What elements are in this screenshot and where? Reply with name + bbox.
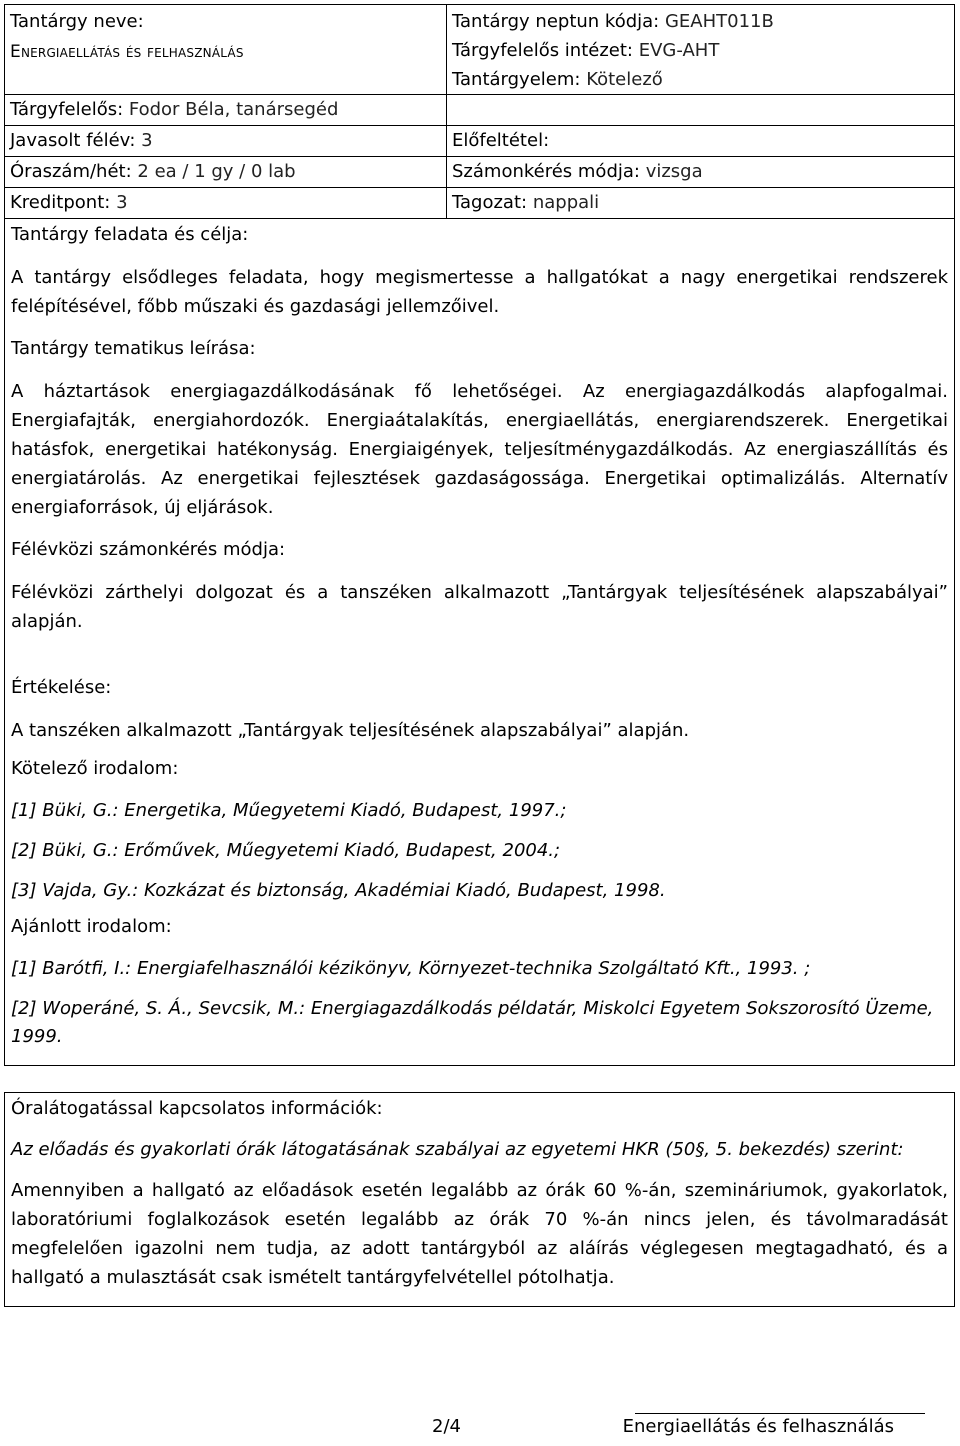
ref-title: : Energiagazdálkodás példatár, Miskolci Egyetem Sokszorosító Üzeme, 1999. bbox=[11, 998, 934, 1047]
hours-cell bbox=[5, 156, 447, 187]
ref-author: [1] Büki, G. bbox=[11, 800, 113, 821]
recommended-lit-item bbox=[11, 995, 948, 1051]
required-lit-item bbox=[11, 877, 948, 905]
attendance-title: Óralátogatással kapcsolatos információk: bbox=[11, 1098, 383, 1119]
attendance-intro: Az előadás és gyakorlati órák látogatásának szabályai az egyetemi HKR (50§, 5. bekezdés) szerint: bbox=[11, 1139, 904, 1160]
empty-cell bbox=[447, 94, 954, 125]
responsible-label: Tárgyfelelős: bbox=[10, 99, 124, 120]
midterm-text: Félévközi zárthelyi dolgozat és a tanszéken alkalmazott „Tantárgyak teljesítésének alapszabályai” alapján. bbox=[11, 582, 948, 632]
ref-title: : Erőművek, Műegyetemi Kiadó, Budapest, 2004.; bbox=[112, 840, 561, 861]
neptun-value: GEAHT011B bbox=[664, 11, 774, 32]
recommended-lit-item bbox=[11, 955, 948, 983]
credit-cell bbox=[5, 187, 447, 218]
goal-text: A tantárgy elsődleges feladata, hogy megismertesse a hallgatókat a nagy energetikai rendszerek felépítésével, főbb műszaki és gazdasági jellemzőivel. bbox=[11, 267, 948, 317]
institute-value: EVG-AHT bbox=[638, 40, 720, 61]
evaluation-title: Értékelése: bbox=[11, 677, 112, 698]
ref-author: [2] Büki, G. bbox=[11, 840, 113, 861]
institute-label: Tárgyfelelős intézet: bbox=[452, 40, 633, 61]
semester-label: Javasolt félév: bbox=[10, 130, 136, 151]
responsible-cell bbox=[5, 94, 447, 125]
mode-label: Tagozat: bbox=[452, 192, 528, 213]
goal-section bbox=[4, 219, 955, 1066]
course-info-grid bbox=[4, 4, 955, 219]
mode-cell bbox=[447, 187, 954, 218]
exam-label: Számonkérés módja: bbox=[452, 161, 640, 182]
evaluation-text: A tanszéken alkalmazott „Tantárgyak teljesítésének alapszabályai” alapján. bbox=[11, 720, 690, 741]
exam-value: vizsga bbox=[645, 161, 703, 182]
ref-title: : Kozkázat és biztonság, Akadémiai Kiadó, Budapest, 1998. bbox=[132, 880, 666, 901]
prereq-label: Előfeltétel: bbox=[452, 130, 550, 151]
prereq-cell bbox=[447, 125, 954, 156]
hours-value: 2 ea / 1 gy / 0 lab bbox=[137, 161, 296, 182]
attendance-section bbox=[4, 1092, 955, 1307]
recommended-lit-title: Ajánlott irodalom: bbox=[11, 916, 172, 937]
element-label: Tantárgyelem: bbox=[452, 69, 581, 90]
semester-cell bbox=[5, 125, 447, 156]
attendance-text: Amennyiben a hallgató az előadások esetén legalább az órák 60 %-án, szemináriumok, gyakorlatok, laboratóriumi foglalkozások esetén legalább az órák 70 %-án nincs jelen, és távolmaradását megfelelően igazolni nem tudja, az adott tantárgyból az aláírás véglegesen megtagadható, és a hallgató a mulasztását csak ismételt tantárgyfelvétellel pótolhatja. bbox=[11, 1180, 948, 1288]
course-name-cell bbox=[5, 5, 447, 94]
responsible-value: Fodor Béla, tanársegéd bbox=[128, 99, 339, 120]
course-name-label: Tantárgy neve: bbox=[10, 11, 144, 32]
ref-author: [2] Woperáné, S. Á., Sevcsik, M. bbox=[11, 998, 300, 1019]
required-lit-item bbox=[11, 797, 948, 825]
course-datasheet bbox=[4, 4, 955, 1307]
course-name-value: Energiaellátás és felhasználás bbox=[10, 42, 244, 62]
credit-value: 3 bbox=[116, 192, 128, 213]
semester-value: 3 bbox=[141, 130, 153, 151]
thematic-title: Tantárgy tematikus leírása: bbox=[11, 338, 256, 359]
ref-author: [3] Vajda, Gy. bbox=[11, 880, 133, 901]
page-number: 2/4 bbox=[432, 1416, 461, 1437]
goal-title: Tantárgy feladata és célja: bbox=[11, 224, 249, 245]
hours-label: Óraszám/hét: bbox=[10, 161, 132, 182]
element-value: Kötelező bbox=[586, 69, 663, 90]
ref-title: : Energetika, Műegyetemi Kiadó, Budapest, 1997.; bbox=[112, 800, 567, 821]
footer-title: Energiaellátás és felhasználás bbox=[622, 1416, 894, 1437]
credit-label: Kreditpont: bbox=[10, 192, 111, 213]
course-meta-cell bbox=[447, 5, 954, 94]
thematic-text: A háztartások energiagazdálkodásának fő lehetőségei. Az energiagazdálkodás alapfogalmai. Energiafajták, energiahordozók. Energiaátalakítás, energiaellátás, energiarendszerek. Energetikai hatásfok, energetikai hatékonyság. Energiaigények, teljesítménygazdálkodás. Az energiaszállítás és energiatárolás. Az energetikai fejlesztések gazdaságossága. Energetikai optimalizálás. Alternatív energiaforrások, új eljárások. bbox=[11, 381, 948, 518]
footer-divider bbox=[635, 1413, 925, 1414]
mode-value: nappali bbox=[532, 192, 600, 213]
midterm-title: Félévközi számonkérés módja: bbox=[11, 539, 286, 560]
ref-author: [1] Barótfi, I. bbox=[11, 958, 126, 979]
ref-title: : Energiafelhasználói kézikönyv, Környezet-technika Szolgáltató Kft., 1993. ; bbox=[125, 958, 811, 979]
exam-cell bbox=[447, 156, 954, 187]
required-lit-title: Kötelező irodalom: bbox=[11, 758, 179, 779]
neptun-label: Tantárgy neptun kódja: bbox=[452, 11, 660, 32]
required-lit-item bbox=[11, 837, 948, 865]
